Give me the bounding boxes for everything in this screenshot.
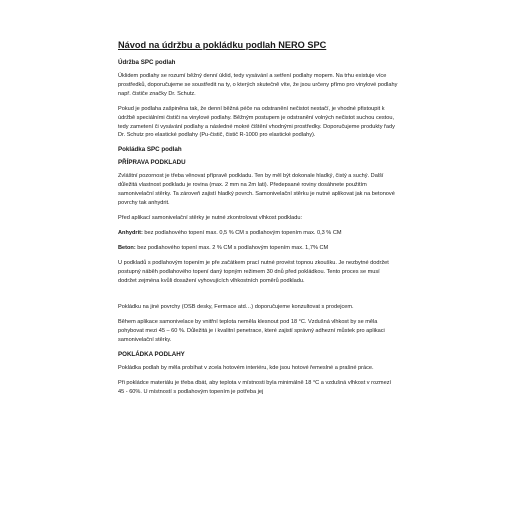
paragraph: U podkladů s podlahovým topením je pře začátkem prací nutné provést topnou zkoušku. Je nezbytné dodržet postupný náběh podlahového topení daný topným režimem 30 dnů před pokládkou. Tento proces se musí dodržet zejména kvůli dosažení vyhovujících vlhkostních poměrů podkladu. (118, 259, 389, 284)
paragraph-text: bez podlahového topení max. 2 % CM s podlahovým topením max. 1,7% CM (135, 244, 329, 251)
paragraph: Zvláštní pozornost je třeba věnovat přípravě podkladu. Ten by měl být dokonale hladký, čistý a suchý. Další důležitá vlastnost podkladu je rovina (max. 2 mm na 2m lati). Předepsané roviny dosáhnete použitím samonivelační stěrky. Ta zároveň zajistí hladký povrch. Samonivelační stěrku je nutné aplikovat jak na betonové povrchy tak anhydrit. (118, 173, 395, 207)
labeled-paragraph (118, 229, 398, 238)
section-heading: POKLÁDKA PODLAHY (118, 351, 185, 359)
section-heading: Pokládka SPC podlah (118, 146, 182, 154)
paragraph: Během aplikace samonivelace by vnitřní teplota neměla klesnout pod 18 °C. Vzdušná vlhkost by se měla pohybovat mezi 45 – 60 %. Důležitá je i kvalitní penetrace, které zajistí správný adhezní můstek pro aplikaci samonivelační stěrky. (118, 319, 385, 344)
document-title: Návod na údržbu a pokládku podlah NERO SPC (118, 40, 327, 50)
paragraph: Při pokládce materiálu je třeba dbát, aby teplota v místnosti byla minimálně 18 °C a vzdušná vlhkost v rozmezí 45 - 60%. U místností s podlahovým topením je potřeba jej (118, 379, 392, 395)
paragraph: Pokládku na jiné povrchy (OSB desky, Fermace atd…) doporučujeme konzultovat s prodejcem. (118, 304, 354, 311)
section-heading: Údržba SPC podlah (118, 59, 176, 66)
labeled-paragraph (118, 244, 398, 253)
paragraph-label: Beton: (118, 244, 136, 251)
document-page (118, 40, 398, 403)
paragraph-text: bez podlahového topení max. 0,5 % CM s podlahovým topením max. 0,3 % CM (142, 229, 342, 236)
paragraph: Před aplikací samonivelační stěrky je nutné zkontrolovat vlhkost podkladu: (118, 214, 303, 221)
paragraph: Pokládka podlah by měla probíhat v zcela hotovém interiéru, kde jsou hotové řemeslné a prašné práce. (118, 365, 374, 372)
document-body (118, 59, 398, 397)
paragraph: Úklidem podlahy se rozumí běžný denní úklid, tedy vysávání a setření podlahy mopem. Na trhu existuje více prostředků, doporučujeme se soustředit na ty, o kterých skutečně víte, že jsou určeny přímo pro vinylové podlahy např. čističe značky Dr. Schutz. (118, 73, 398, 97)
paragraph-label: Anhydrit: (118, 229, 143, 236)
spacer (118, 291, 398, 303)
section-heading: PŘÍPRAVA PODKLADU (118, 159, 186, 167)
paragraph: Pokud je podlaha zašpiněna tak, že denní běžná péče na odstranění nečistot nestačí, je vhodné přistoupit k údržbě speciálními čističi na vinylové podlahy. Běžným postupem je odstranění volných nečistot suchou cestou, tedy zametení či vysávání podlahy a následné mokré čištění vhodnými prostředky. Doporučujeme produkty řady Dr. Schutz pro elastické podlahy (Pu-čistič, čistič R-1000 pro elastické podlahy). (118, 105, 395, 139)
